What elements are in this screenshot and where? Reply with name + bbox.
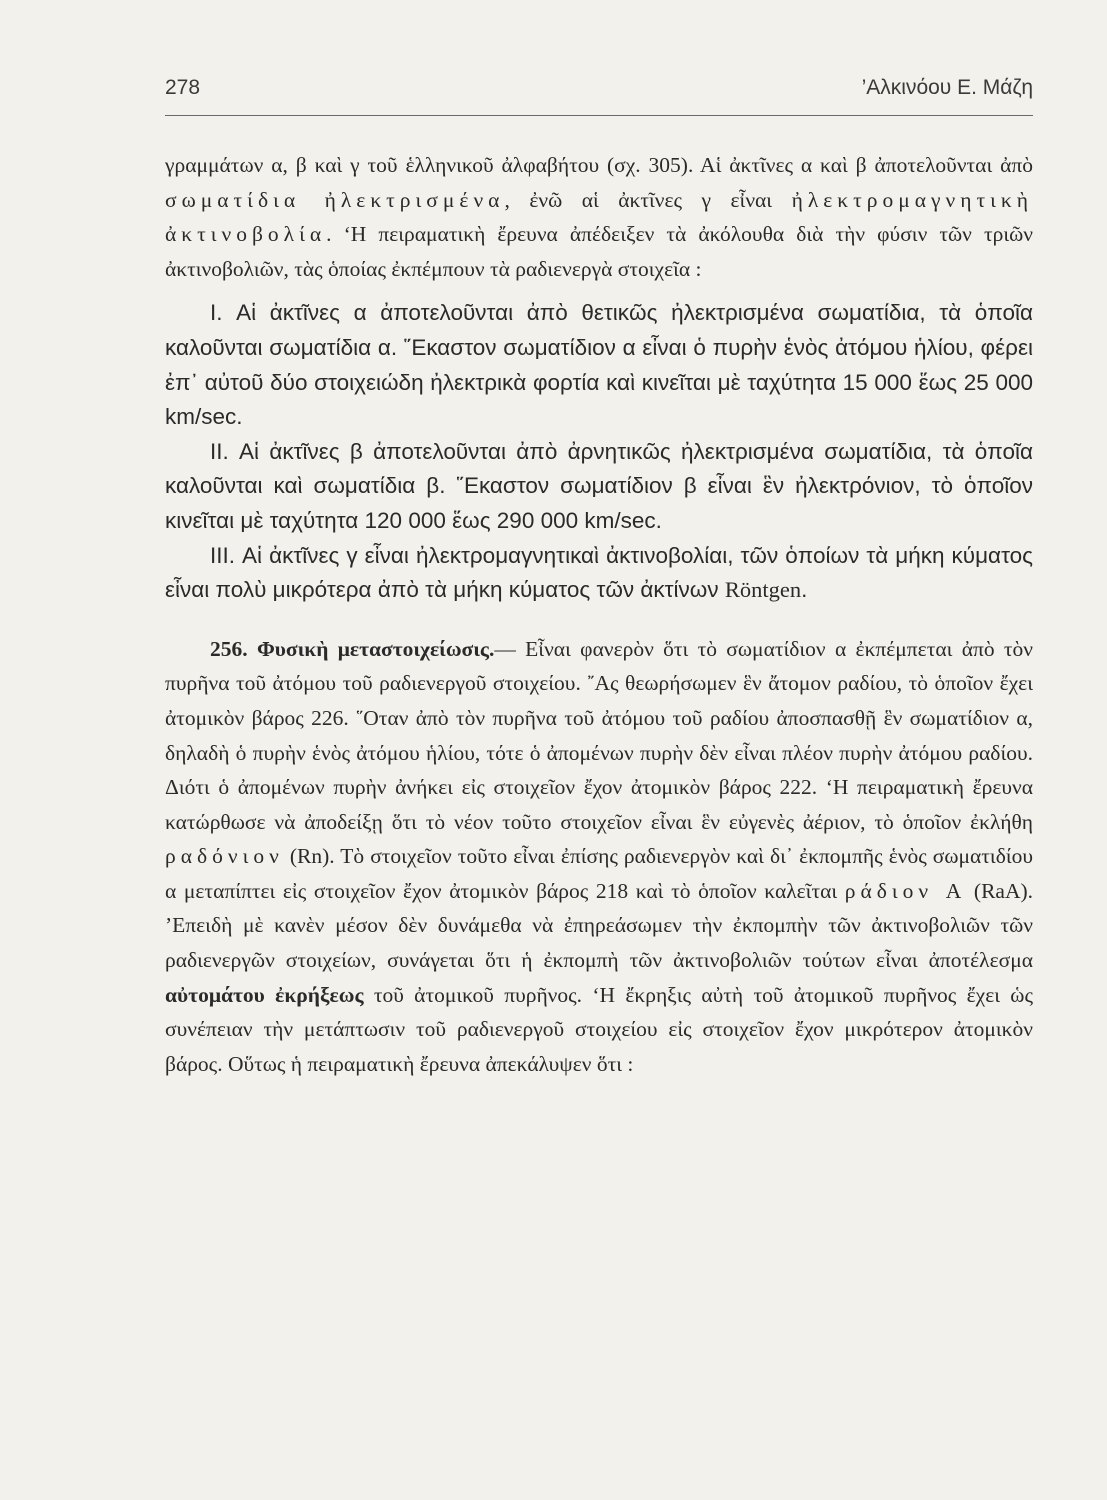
running-title: ’Αλκινόου Ε. Μάζη bbox=[861, 76, 1033, 99]
item-gamma-text: III. Αἱ ἀκτῖνες γ εἶναι ἠλεκτρομαγνητικαὶ ἀκτινοβολίαι, τῶν ὁποίων τὰ μήκη κύματος εἶναι πολὺ μικρότερα ἀπὸ τὰ μήκη κύματος τῶν ἀκτίνων bbox=[165, 542, 1033, 603]
section-text-2: (Rn). Τὸ στοιχεῖον τοῦτο εἶναι ἐπίσης ραδιενεργὸν καὶ δι᾽ ἐκπομπῆς ἑνὸς σωματιδίου α μεταπίπτει εἰς στοιχεῖον ἔχον ἀτομικὸν βάρος 218 καὶ τὸ ὁποῖον καλεῖται bbox=[165, 844, 1033, 903]
section-text-1: — Εἶναι φανερὸν ὅτι τὸ σωματίδιον α ἐκπέμπεται ἀπὸ τὸν πυρῆνα τοῦ ἀτόμου τοῦ ραδιενεργοῦ στοιχείου. ῎Ας θεωρήσωμεν ἓν ἄτομον ραδίου, τὸ ὁποῖον ἔχει ἀτομικὸν βάρος 226. ῞Οταν ἀπὸ τὸν πυρῆνα τοῦ ἀτόμου τοῦ ραδίου ἀποσπασθῇ ἓν σωματίδιον α, δηλαδὴ ὁ πυρὴν ἑνὸς ἀτόμου ἡλίου, τότε ὁ ἀπομένων πυρὴν δὲν εἶναι πλέον πυρὴν ἀτόμου ραδίου. Διότι ὁ ἀπομένων πυρὴν ἀνήκει εἰς στοιχεῖον ἔχον ἀτομικὸν βάρος 222. ‘Η πειραματικὴ ἔρευνα κατώρθωσε νὰ ἀποδείξῃ ὅτι τὸ νέον τοῦτο στοιχεῖον εἶναι ἓν εὐγενὲς ἀέριον, τὸ ὁποῖον ἐκλήθη bbox=[165, 636, 1033, 834]
spaced-term-particles: σωματίδια ἠλεκτρισμένα bbox=[165, 187, 505, 212]
intro-text-2: , ἐνῶ αἱ ἀκτῖνες γ εἶναι bbox=[504, 187, 792, 212]
item-beta: II. Αἱ ἀκτῖνες β ἀποτελοῦνται ἀπὸ ἀρνητικῶς ἠλεκτρισμένα σωματίδια, τὰ ὁποῖα καλοῦνται καὶ σωματίδια β. ῞Εκαστον σωματίδιον β εἶναι ἓν ἠλεκτρόνιον, τὸ ὁποῖον κινεῖται μὲ ταχύτητα 120 000 ἕως 290 000 km/sec. bbox=[165, 438, 1033, 533]
item-alpha: I. Αἱ ἀκτῖνες α ἀποτελοῦνται ἀπὸ θετικῶς ἠλεκτρισμένα σωματίδια, τὰ ὁποῖα καλοῦνται σωματίδια α. ῞Εκαστον σωματίδιον α εἶναι ὁ πυρὴν ἑνὸς ἀτόμου ἡλίου, φέρει ἐπ᾽ αὐτοῦ δύο στοιχειώδη ἠλεκτρικὰ φορτία καὶ κινεῖται μὲ ταχύτητα 15 000 ἕως 25 000 km/sec. bbox=[165, 300, 1033, 430]
page-number: 278 bbox=[165, 76, 201, 99]
item-gamma-end: . bbox=[801, 577, 808, 603]
bold-term-explosion: αὐτομάτου ἐκρήξεως bbox=[165, 982, 364, 1007]
header-rule bbox=[165, 115, 1033, 116]
spaced-term-radiation: ἠλεκτρομαγνητικὴ ἀκτινοβολία bbox=[165, 187, 1034, 247]
intro-text-3: . ‘Η πειραματικὴ ἔρευνα ἀπέδειξεν τὰ ἀκόλουθα διὰ τὴν φύσιν τῶν τριῶν ἀκτινοβολιῶν, τὰς ὁποίας ἐκπέμπουν τὰ ραδιενεργὰ στοιχεῖα : bbox=[165, 222, 1033, 281]
spaced-term-radium-a: ράδιον A bbox=[844, 878, 967, 903]
section-heading: 256. Φυσικὴ μεταστοιχείωσις. bbox=[210, 636, 495, 661]
intro-text-1: γραμμάτων α, β καὶ γ τοῦ ἑλληνικοῦ ἀλφαβήτου (σχ. 305). Αἱ ἀκτῖνες α καὶ β ἀποτελοῦνται ἀπὸ bbox=[165, 153, 1033, 177]
page-header bbox=[165, 76, 1033, 110]
item-gamma-rontgen: Röntgen bbox=[724, 577, 802, 603]
page-body bbox=[165, 148, 1033, 1081]
spaced-term-radon: ραδόνιον bbox=[165, 844, 284, 869]
intro-paragraph bbox=[165, 148, 1033, 286]
section-text-4: τοῦ ἀτομικοῦ πυρῆνος. ‘Η ἔκρηξις αὐτὴ τοῦ ἀτομικοῦ πυρῆνος ἔχει ὡς συνέπειαν τὴν μετάπτωσιν τοῦ ραδιενεργοῦ στοιχείου εἰς στοιχεῖον ἔχον μικρότερον ἀτομικὸν βάρος. Οὕτως ἡ πειραματικὴ ἔρευνα ἀπεκάλυψεν ὅτι : bbox=[165, 982, 1033, 1076]
section-text-3: (RaA). ’Επειδὴ μὲ κανὲν μέσον δὲν δυνάμεθα νὰ ἐπηρεάσωμεν τὴν ἐκπομπὴν τῶν ἀκτινοβολιῶν τῶν ραδιενεργῶν στοιχείων, συνάγεται ὅτι ἡ ἐκπομπὴ τῶν ἀκτινοβολιῶν τούτων εἶναι ἀποτέλεσμα bbox=[165, 878, 1034, 973]
item-gamma bbox=[165, 539, 1033, 608]
section-256-paragraph bbox=[165, 632, 1033, 1082]
